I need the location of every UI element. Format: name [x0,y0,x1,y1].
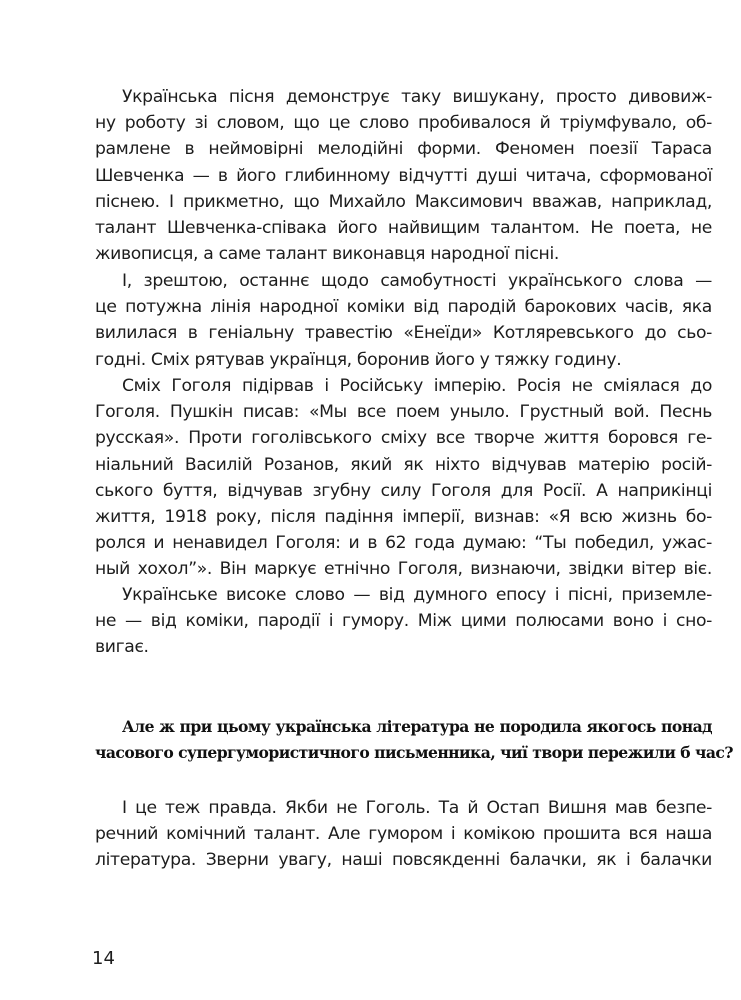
text-line: Шевченка — в його глибинному відчутті душі читача, сформованої [95,165,712,186]
paragraph-folk-comedy [95,268,712,373]
text-line: русская». Проти гоголівського сміху все творче життя боровся ге- [95,428,712,449]
text-line: вилилася в геніальну травестію «Енеїди» Котляревського до сьо- [95,323,712,344]
question-line: часового супергумористичного письменника, чиї твори пережили б час? [95,743,733,763]
text-line: живописця, а саме талант виконавця народної пісні. [95,244,559,265]
text-line: Сміх Гоголя підірвав і Російську імперію. Росія не сміялася до [122,376,712,396]
page-number: 14 [92,948,115,969]
text-line: життя, 1918 року, після падіння імперії, визнав: «Я всю жизнь бо- [95,506,712,527]
text-line: вигає. [95,637,149,658]
question-line: Але ж при цьому українська література не породила якогось понад [122,717,712,736]
text-line: І це теж правда. Якби не Гоголь. Та й Остап Вишня мав безпе- [122,798,712,818]
paragraph-high-word [95,582,712,661]
text-line: це потужна лінія народної коміки від пародій барокових часів, яка [95,297,712,318]
interview-answer [95,795,712,874]
text-line: рамлене в неймовірні мелодійні форми. Феномен поезії Тараса [95,139,712,160]
text-line: ну роботу зі словом, що це слово пробивалося й тріумфувало, об- [95,113,712,134]
text-line: Українська пісня демонструє таку вишукану, просто дивовиж- [122,87,712,107]
text-line: піснею. І прикметно, що Михайло Максимович вважав, наприклад, [95,191,712,212]
paragraph-ukrainian-song [95,84,712,267]
text-line: ролся и ненавидел Гоголя: и в 62 года думаю: “Ты победил, ужас- [95,533,712,554]
text-line: годні. Сміх рятував українця, боронив його у тяжку годину. [95,349,622,370]
text-line: література. Зверни увагу, наші повсякденні балачки, як і балачки [95,850,712,871]
interview-question [95,712,733,767]
paragraph-gogol-laughter [95,373,712,583]
text-line: І, зрештою, останнє щодо самобутності українського слова — [122,271,712,291]
text-line: ніальний Василій Розанов, який як ніхто відчував матерію росій- [95,454,712,475]
text-line: речний комічний талант. Але гумором і комікою прошита вся наша [95,824,712,845]
text-line: талант Шевченка-співака його найвищим талантом. Не поета, не [95,217,712,238]
text-line: не — від коміки, пародії і гумору. Між цими полюсами воно і сно- [95,611,712,632]
text-line: ный хохол”». Він маркує етнічно Гоголя, визнаючи, звідки вітер віє. [95,559,712,580]
text-line: Гоголя. Пушкін писав: «Мы все поем уныло. Грустный вой. Песнь [95,402,712,423]
text-line: ського буття, відчував згубну силу Гоголя для Росії. А наприкінці [95,480,712,501]
text-line: Українське високе слово — від думного епосу і пісні, приземле- [122,585,712,605]
